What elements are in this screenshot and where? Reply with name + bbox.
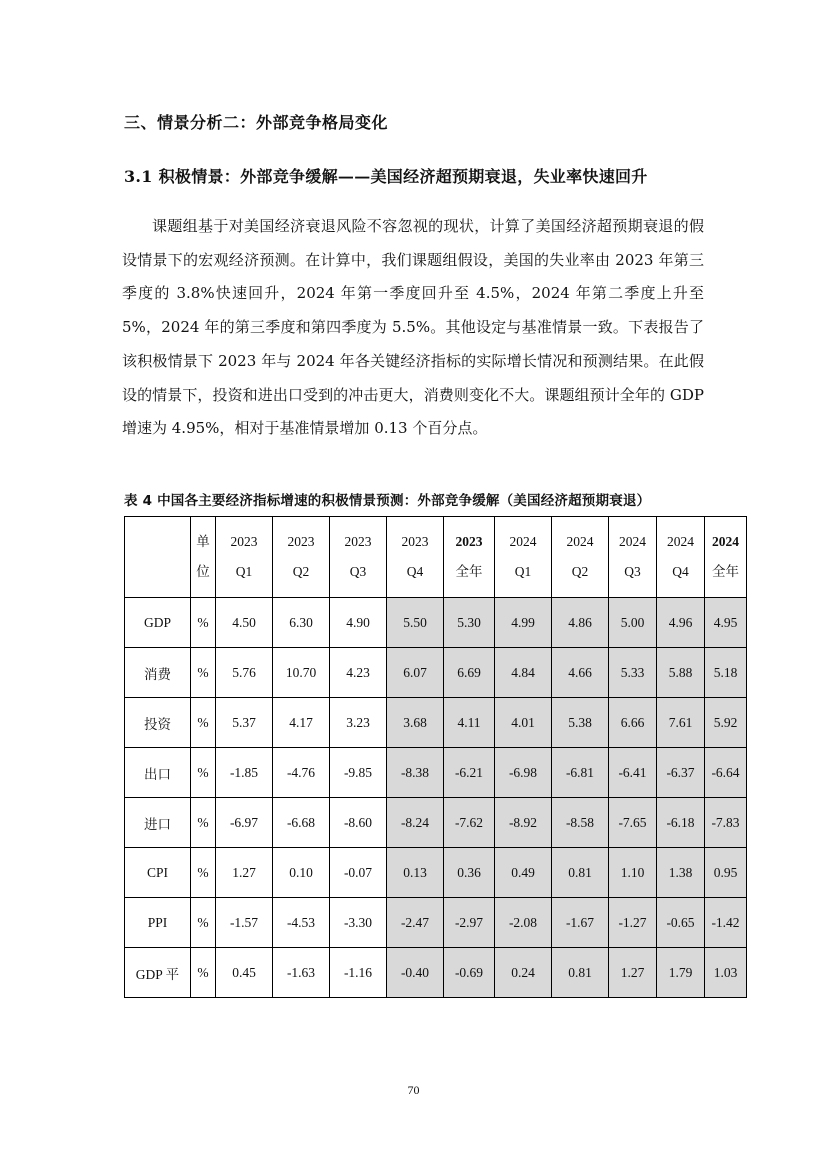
value-cell: 0.36 <box>444 848 495 898</box>
value-cell: 0.81 <box>552 948 609 998</box>
header-unit-line2: 位 <box>196 564 210 579</box>
value-cell: 1.79 <box>657 948 705 998</box>
header-period: Q1 <box>514 564 532 579</box>
row-label-cell: 投资 <box>125 698 191 748</box>
value-cell: 4.01 <box>495 698 552 748</box>
value-cell: 3.68 <box>387 698 444 748</box>
value-cell: 4.66 <box>552 648 609 698</box>
value-cell: -6.98 <box>495 748 552 798</box>
value-cell: 1.10 <box>609 848 657 898</box>
value-cell: 4.86 <box>552 598 609 648</box>
header-period: Q4 <box>672 564 689 579</box>
forecast-table <box>124 516 747 998</box>
header-period: Q3 <box>349 564 367 579</box>
table-row <box>125 648 747 698</box>
value-cell: 1.38 <box>657 848 705 898</box>
page-number: 70 <box>407 1083 420 1097</box>
subsection-title: 3.1 积极情景：外部竞争缓解——美国经济超预期衰退，失业率快速回升 <box>124 167 648 186</box>
value-cell: 5.38 <box>552 698 609 748</box>
value-cell: 0.13 <box>387 848 444 898</box>
header-period: Q2 <box>571 564 589 579</box>
row-unit-cell: % <box>191 898 216 948</box>
header-col-2024-q4 <box>657 517 705 598</box>
header-year: 2023 <box>230 534 258 549</box>
value-cell: 10.70 <box>273 648 330 698</box>
table-caption: 表 4 中国各主要经济指标增速的积极情景预测：外部竞争缓解（美国经济超预期衰退） <box>124 493 651 509</box>
header-col-2024-full-year <box>705 517 747 598</box>
value-cell: -8.24 <box>387 798 444 848</box>
value-cell: 0.95 <box>705 848 747 898</box>
header-period: 全年 <box>712 564 739 579</box>
value-cell: -1.63 <box>273 948 330 998</box>
value-cell: -2.47 <box>387 898 444 948</box>
header-year: 2024 <box>712 534 739 549</box>
header-col-2023-q3 <box>330 517 387 598</box>
value-cell: 1.03 <box>705 948 747 998</box>
header-period: Q4 <box>406 564 424 579</box>
row-unit-cell: % <box>191 748 216 798</box>
value-cell: 0.10 <box>273 848 330 898</box>
body-paragraph: 课题组基于对美国经济衰退风险不容忽视的现状，计算了美国经济超预期衰退的假设情景下的宏观经济预测。在计算中，我们课题组假设，美国的失业率由 2023 年第三季度的 3.8%快速回升，2024 年第一季度回升至 4.5%，2024 年第二季度上升至 5%，2024 年的第三季度和第四季度为 5.5%。其他设定与基准情景一致。下表报告了该积极情景下 2023 年与 2024 年各关键经济指标的实际增长情况和预测结果。在此假设的情景下，投资和进出口受到的冲击更大，消费则变化不大。课题组预计全年的 GDP 增速为 4.95%，相对于基准情景增加 0.13 个百分点。 <box>122 217 704 438</box>
row-label-cell: 消费 <box>125 648 191 698</box>
value-cell: -1.42 <box>705 898 747 948</box>
value-cell: 5.76 <box>216 648 273 698</box>
row-label-cell: PPI <box>125 898 191 948</box>
value-cell: -6.97 <box>216 798 273 848</box>
value-cell: -8.92 <box>495 798 552 848</box>
value-cell: -6.37 <box>657 748 705 798</box>
value-cell: -1.27 <box>609 898 657 948</box>
value-cell: -6.41 <box>609 748 657 798</box>
value-cell: -0.07 <box>330 848 387 898</box>
value-cell: -8.58 <box>552 798 609 848</box>
value-cell: -6.81 <box>552 748 609 798</box>
header-year: 2023 <box>287 534 315 549</box>
header-year: 2023 <box>401 534 429 549</box>
table-row <box>125 698 747 748</box>
header-col-2023-q2 <box>273 517 330 598</box>
header-period: Q1 <box>235 564 253 579</box>
value-cell: -7.62 <box>444 798 495 848</box>
value-cell: 4.11 <box>444 698 495 748</box>
value-cell: 7.61 <box>657 698 705 748</box>
value-cell: 4.50 <box>216 598 273 648</box>
header-col-2023-full-year <box>444 517 495 598</box>
value-cell: 0.49 <box>495 848 552 898</box>
section-title: 三、情景分析二：外部竞争格局变化 <box>124 113 389 132</box>
row-label-cell: GDP <box>125 598 191 648</box>
value-cell: 0.45 <box>216 948 273 998</box>
row-unit-cell: % <box>191 798 216 848</box>
table-row <box>125 798 747 848</box>
value-cell: -4.76 <box>273 748 330 798</box>
table-row <box>125 898 747 948</box>
value-cell: -1.16 <box>330 948 387 998</box>
value-cell: -1.57 <box>216 898 273 948</box>
row-unit-cell: % <box>191 848 216 898</box>
value-cell: -6.64 <box>705 748 747 798</box>
value-cell: 0.81 <box>552 848 609 898</box>
value-cell: 3.23 <box>330 698 387 748</box>
value-cell: 4.17 <box>273 698 330 748</box>
header-year: 2023 <box>455 534 483 549</box>
value-cell: -0.40 <box>387 948 444 998</box>
value-cell: 1.27 <box>216 848 273 898</box>
value-cell: 0.24 <box>495 948 552 998</box>
value-cell: 4.95 <box>705 598 747 648</box>
value-cell: 5.30 <box>444 598 495 648</box>
header-year: 2024 <box>619 534 646 549</box>
value-cell: 5.00 <box>609 598 657 648</box>
header-year: 2024 <box>566 534 594 549</box>
value-cell: 1.27 <box>609 948 657 998</box>
value-cell: 6.07 <box>387 648 444 698</box>
value-cell: -8.60 <box>330 798 387 848</box>
row-unit-cell: % <box>191 698 216 748</box>
value-cell: -4.53 <box>273 898 330 948</box>
value-cell: 4.99 <box>495 598 552 648</box>
row-label-cell: 进口 <box>125 798 191 848</box>
table-row <box>125 598 747 648</box>
header-unit-cell <box>191 517 216 598</box>
header-col-2024-q3 <box>609 517 657 598</box>
value-cell: 5.37 <box>216 698 273 748</box>
row-unit-cell: % <box>191 598 216 648</box>
header-year: 2024 <box>509 534 537 549</box>
value-cell: -2.08 <box>495 898 552 948</box>
table-row <box>125 748 747 798</box>
header-col-2024-q2 <box>552 517 609 598</box>
value-cell: 5.18 <box>705 648 747 698</box>
header-period: 全年 <box>455 564 483 579</box>
header-unit-line1: 单 <box>196 534 210 549</box>
value-cell: 5.92 <box>705 698 747 748</box>
header-year: 2023 <box>344 534 372 549</box>
value-cell: -0.69 <box>444 948 495 998</box>
value-cell: -1.67 <box>552 898 609 948</box>
header-col-2023-q1 <box>216 517 273 598</box>
value-cell: 6.66 <box>609 698 657 748</box>
value-cell: -8.38 <box>387 748 444 798</box>
row-unit-cell: % <box>191 948 216 998</box>
value-cell: -6.21 <box>444 748 495 798</box>
value-cell: -3.30 <box>330 898 387 948</box>
value-cell: -9.85 <box>330 748 387 798</box>
value-cell: -0.65 <box>657 898 705 948</box>
value-cell: 4.96 <box>657 598 705 648</box>
value-cell: 6.30 <box>273 598 330 648</box>
header-col-2024-q1 <box>495 517 552 598</box>
row-label-cell: CPI <box>125 848 191 898</box>
row-unit-cell: % <box>191 648 216 698</box>
value-cell: 5.50 <box>387 598 444 648</box>
header-col-2023-q4 <box>387 517 444 598</box>
header-period: Q3 <box>624 564 641 579</box>
value-cell: -1.85 <box>216 748 273 798</box>
header-period: Q2 <box>292 564 310 579</box>
table-row <box>125 948 747 998</box>
table-row <box>125 848 747 898</box>
value-cell: 4.90 <box>330 598 387 648</box>
value-cell: -6.18 <box>657 798 705 848</box>
table-body <box>125 598 747 998</box>
value-cell: 6.69 <box>444 648 495 698</box>
value-cell: 5.88 <box>657 648 705 698</box>
value-cell: 4.84 <box>495 648 552 698</box>
value-cell: 5.33 <box>609 648 657 698</box>
value-cell: -6.68 <box>273 798 330 848</box>
value-cell: 4.23 <box>330 648 387 698</box>
value-cell: -7.65 <box>609 798 657 848</box>
row-label-cell: GDP 平 <box>125 948 191 998</box>
header-year: 2024 <box>667 534 694 549</box>
table-header-row <box>125 517 747 598</box>
row-label-cell: 出口 <box>125 748 191 798</box>
header-corner-cell <box>125 517 191 598</box>
value-cell: -7.83 <box>705 798 747 848</box>
value-cell: -2.97 <box>444 898 495 948</box>
